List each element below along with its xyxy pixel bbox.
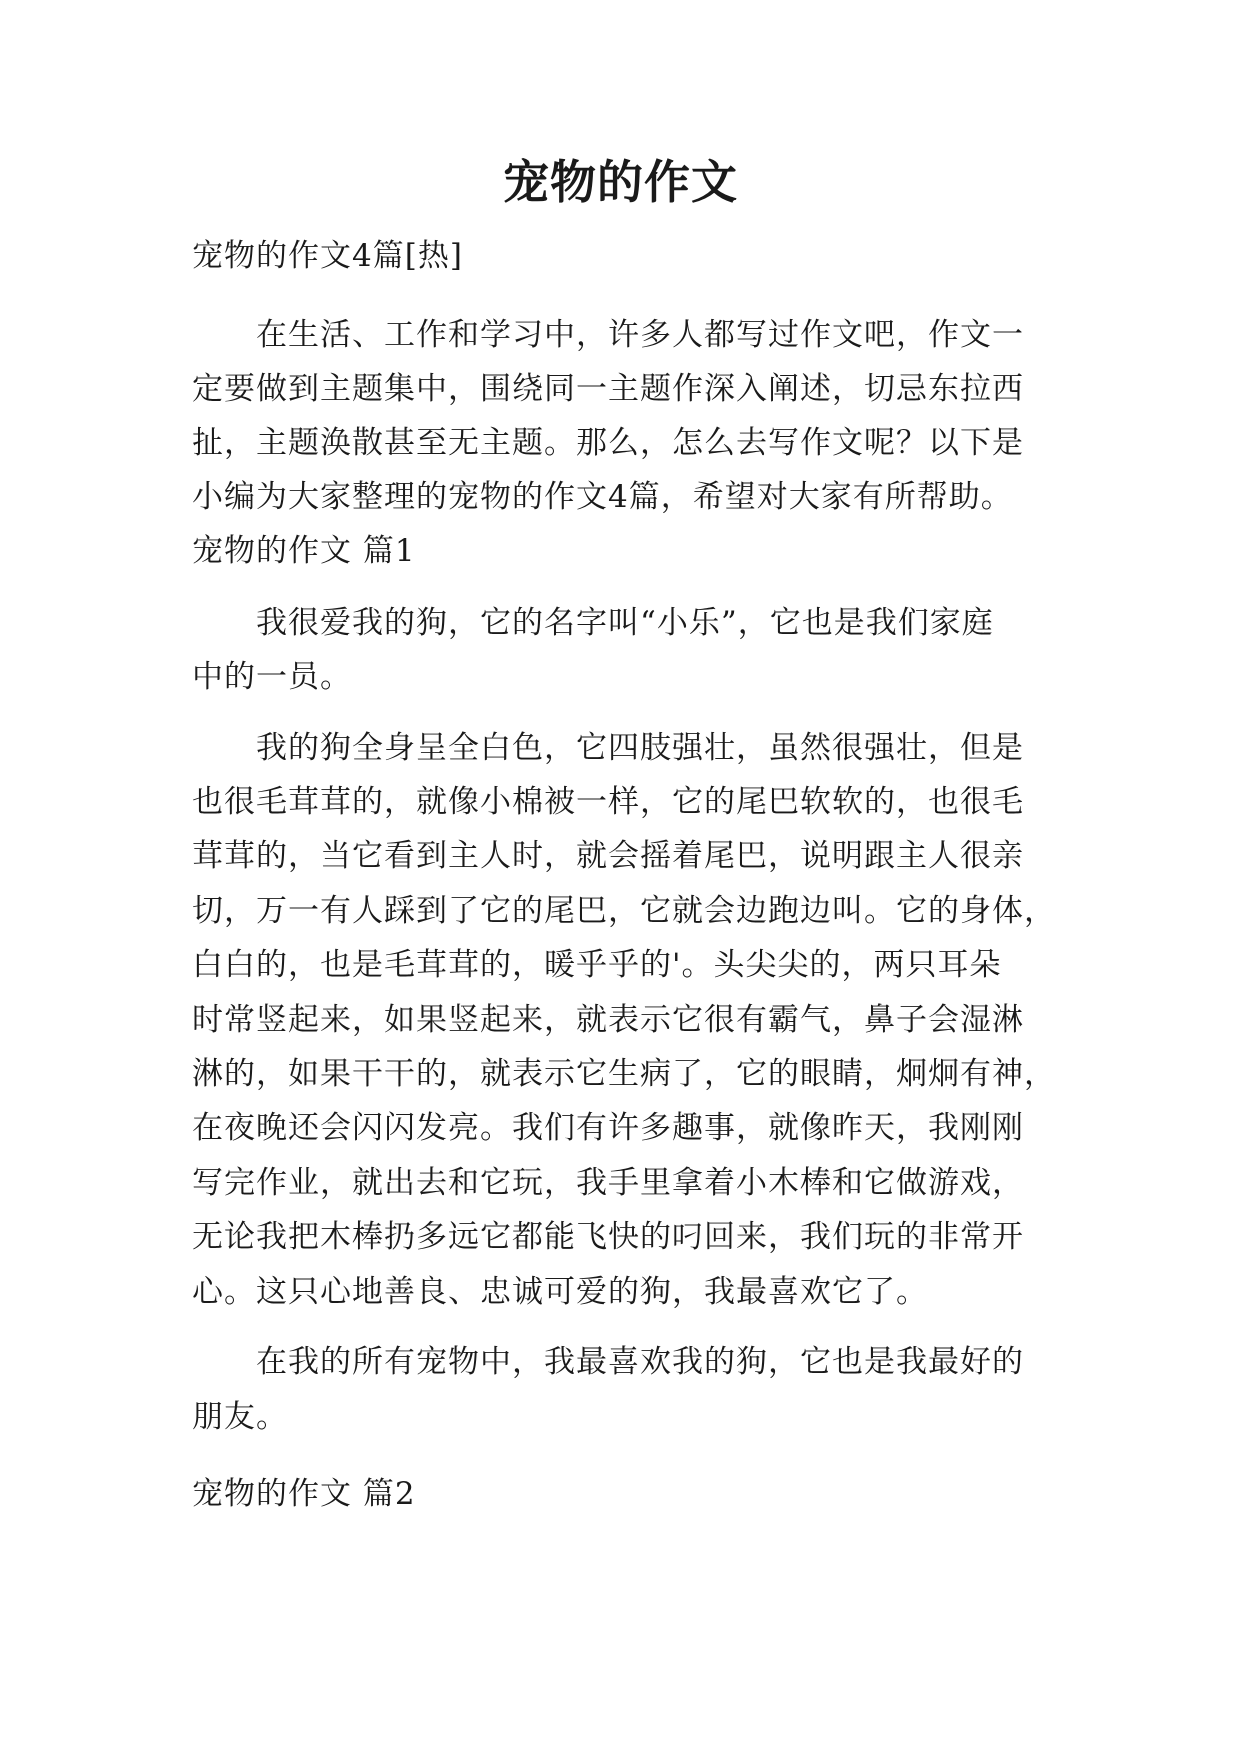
essay1-para3-line-1: 在我的所有宠物中，我最喜欢我的狗，它也是我最好的 (256, 1344, 1024, 1380)
intro-line-4: 小编为大家整理的宠物的作文4篇，希望对大家有所帮助。 (192, 479, 1013, 515)
essay1-para3-line-2: 朋友。 (192, 1399, 288, 1435)
essay1-para2-line-1: 我的狗全身呈全白色，它四肢强壮，虽然很强壮，但是 (256, 730, 1024, 766)
essay1-para2-line-11: 心。这只心地善良、忠诚可爱的狗，我最喜欢它了。 (192, 1274, 928, 1310)
essay1-para2-line-4: 切，万一有人踩到了它的尾巴，它就会边跑边叫。它的身体， (192, 893, 1056, 929)
subtitle: 宠物的作文4篇[热] (192, 238, 463, 274)
essay1-para1-line-2: 中的一员。 (192, 659, 352, 695)
essay1-para1-line-1: 我很爱我的狗，它的名字叫“小乐”，它也是我们家庭 (256, 605, 994, 641)
essay1-para2-line-9: 写完作业，就出去和它玩，我手里拿着小木棒和它做游戏， (192, 1165, 1024, 1201)
essay1-para2-line-6: 时常竖起来，如果竖起来，就表示它很有霸气，鼻子会湿淋 (192, 1002, 1024, 1038)
essay1-para2-line-3: 茸茸的，当它看到主人时，就会摇着尾巴，说明跟主人很亲 (192, 838, 1024, 874)
essay1-para2-line-7: 淋的，如果干干的，就表示它生病了，它的眼睛，炯炯有神， (192, 1056, 1056, 1092)
intro-line-1: 在生活、工作和学习中，许多人都写过作文吧，作文一 (256, 317, 1024, 353)
essay1-para2-line-8: 在夜晚还会闪闪发亮。我们有许多趣事，就像昨天，我刚刚 (192, 1110, 1024, 1146)
intro-line-2: 定要做到主题集中，围绕同一主题作深入阐述，切忌东拉西 (192, 371, 1024, 407)
document-title: 宠物的作文 (503, 155, 738, 209)
essay1-para2-line-2: 也很毛茸茸的，就像小棉被一样，它的尾巴软软的，也很毛 (192, 784, 1024, 820)
section-heading-2: 宠物的作文 篇2 (192, 1476, 416, 1512)
essay1-para2-line-10: 无论我把木棒扔多远它都能飞快的叼回来，我们玩的非常开 (192, 1219, 1024, 1255)
section-heading-1: 宠物的作文 篇1 (192, 533, 416, 569)
essay1-para2-line-5: 白白的，也是毛茸茸的，暖乎乎的'。头尖尖的，两只耳朵 (192, 947, 1002, 983)
intro-line-3: 扯，主题涣散甚至无主题。那么，怎么去写作文呢？以下是 (192, 425, 1024, 461)
